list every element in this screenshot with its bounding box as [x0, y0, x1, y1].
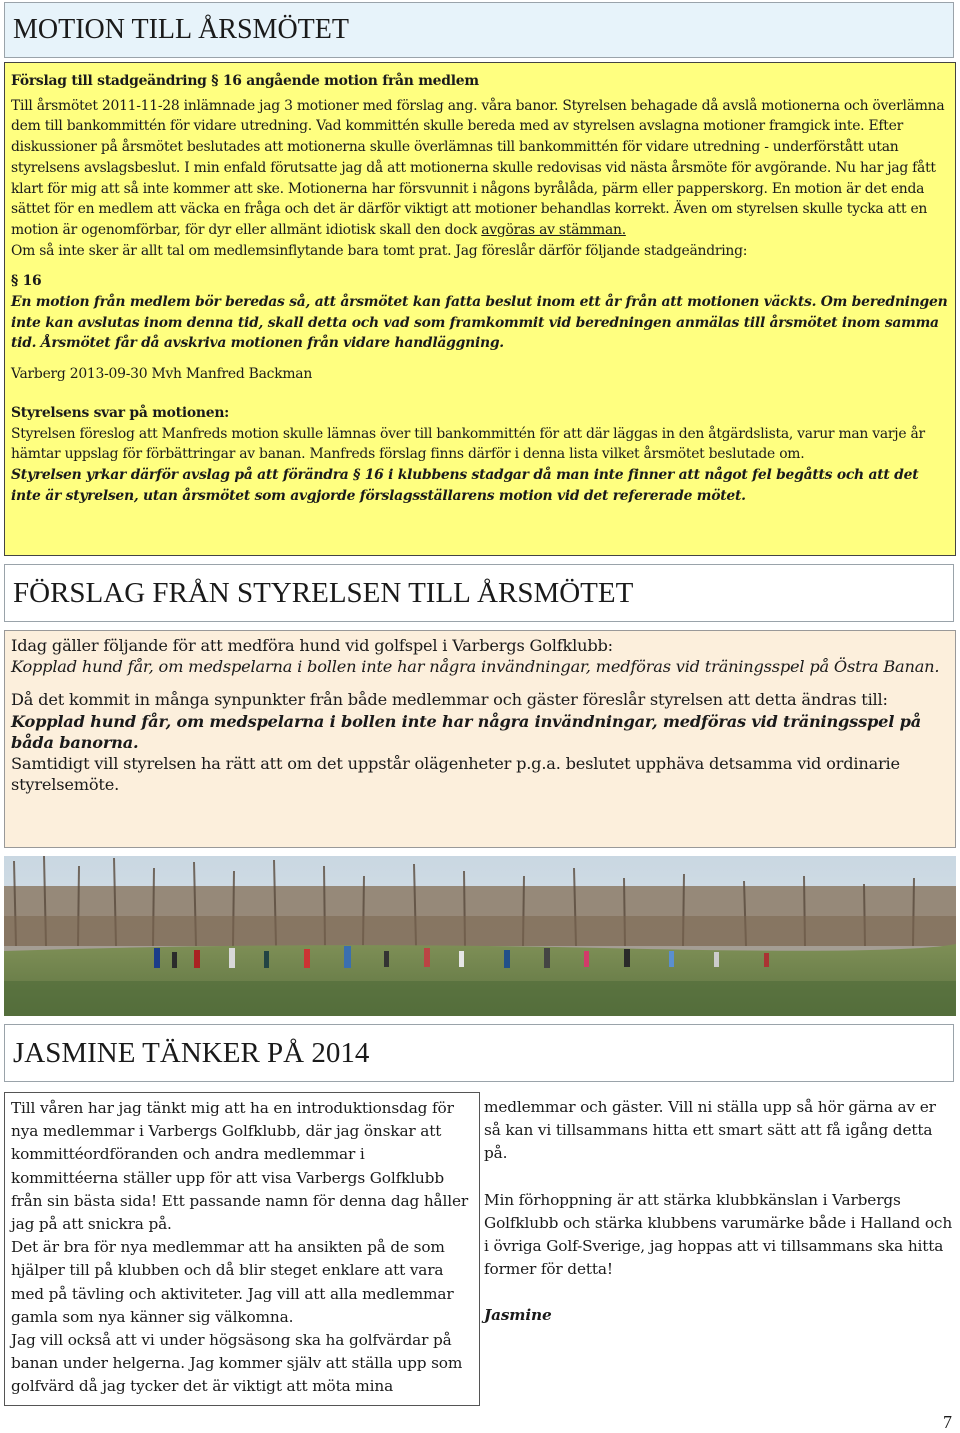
proposal-text: En motion från medlem bör beredas så, att årsmötet kan fatta beslut inom ett år från att motionen väckts. Om beredningen inte kan avslutas inom denna tid, skall detta och vad som framkommit vid beredningen anmälas till årsmötet inom samma tid. Årsmötet får då avskriva motionen från vidare handläggning.: [11, 294, 948, 352]
proposal-intro: Då det kommit in många synpunkter från både medlemmar och gäster föreslår styrelsen att detta ändras till:: [11, 690, 888, 710]
jasmine-right-column: [484, 1092, 958, 1328]
proposed-rule: Kopplad hund får, om medspelarna i bollen inte har några invändningar, medföras vid träningsspel på båda banorna.: [11, 711, 921, 752]
section-heading-motion: [4, 2, 954, 58]
underlined-phrase: avgöras av stämman.: [481, 221, 626, 238]
section-heading-forslag: [4, 564, 954, 622]
left-paragraph-3: Jag vill också att vi under högsäsong ska ha golfvärdar på banan under helgerna. Jag kommer själv att ställa upp som golfvärd då jag tycker det är viktigt att möta mina: [11, 1331, 463, 1396]
motion-body: Till årsmötet 2011-11-28 inlämnade jag 3 motioner med förslag ang. våra banor. Styrelsen behagade då avslå motionerna och överlämna dem till bankommittén för vidare utredning. Vad kommittén skulle bereda med av styrelsen avslagna motioner framgick inte. Efter diskussioner på årsmötet beslutades att motionerna skulle överlämnas till bankommittén för vidare utredning - underförstått utan styrelsens avslagsbeslut. I min enfald förutsatte jag då att motionerna skulle redovisas vid nästa årsmöte för avgörande. Nu har jag fått klart för mig att så inte kommer att ske. Motionerna har försvunnit i någons byrålåda, pärm eller papperskorg. En motion är det enda sättet för en medlem att väcka en fråga och det är därför viktigt att motioner behandlas korrekt. Även om styrelsen skulle tycka att en motion är ogenomförbar, för dyr eller allmänt idiotisk skall den dock avgöras av stämman. Om så inte sker är allt tal om medlemsinflytande bara tomt prat. Jag föreslår därför följande stadgeändring:: [11, 97, 945, 259]
current-rule: Kopplad hund får, om medspelarna i bollen inte har några invändningar, medföras vid träningsspel på Östra Banan.: [11, 657, 940, 677]
jasmine-left-column: [4, 1092, 480, 1406]
author-signature: Jasmine: [484, 1306, 552, 1325]
current-rule-intro: Idag gäller följande för att medföra hund vid golfspel i Varbergs Golfklubb:: [11, 636, 613, 655]
motion-box: [4, 62, 956, 556]
section-heading-jasmine: [4, 1024, 954, 1082]
motion-title: Förslag till stadgeändring § 16 angående motion från medlem: [11, 73, 479, 89]
golf-field-photo: [4, 856, 956, 1016]
reply-title: Styrelsens svar på motionen:: [11, 404, 230, 421]
heading-text: FÖRSLAG FRÅN STYRELSEN TILL ÅRSMÖTET: [13, 576, 634, 609]
right-paragraph-2: Min förhoppning är att stärka klubbkänslan i Varbergs Golfklubb och stärka klubbens varumärke både i Halland och i övriga Golf-Sverige, jag hoppas att vi tillsammans ska hitta former för detta!: [484, 1190, 953, 1279]
paragraph-number: § 16: [11, 273, 42, 290]
heading-text: JASMINE TÄNKER PÅ 2014: [13, 1036, 370, 1069]
proposal-note: Samtidigt vill styrelsen ha rätt att om det uppstår olägenheter p.g.a. beslutet upphäva detsamma vid ordinarie styrelsemöte.: [11, 754, 900, 795]
left-paragraph-2: Det är bra för nya medlemmar att ha ansikten på de som hjälper till på klubben och då blir steget enklare att vara med på tävling och aktiviteter. Jag vill att alla medlemmar gamla som nya känner sig välkomna.: [11, 1238, 454, 1326]
heading-text: MOTION TILL ÅRSMÖTET: [13, 14, 349, 45]
signature: Varberg 2013-09-30 Mvh Manfred Backman: [11, 366, 313, 383]
right-paragraph-1: medlemmar och gäster. Vill ni ställa upp så hör gärna av er så kan vi tillsammans hitta ett smart sätt att få igång detta på.: [484, 1098, 936, 1163]
reply-demand: Styrelsen yrkar därför avslag på att förändra § 16 i klubbens stadgar då man inte finner att något fel begåtts och att det inte är styrelsen, utan årsmötet som avgjorde förslagsställarens motion vid det refererade mötet.: [11, 466, 919, 504]
page-number: 7: [943, 1412, 952, 1432]
dog-proposal-box: [4, 630, 956, 848]
left-paragraph-1: Till våren har jag tänkt mig att ha en introduktionsdag för nya medlemmar i Varbergs Golfklubb, där jag önskar att kommittéordföranden och andra medlemmar i kommittéerna ställer upp för att visa Varbergs Golfklubb från sin bästa sida! Ett passande namn för denna dag håller jag på att snickra på.: [11, 1099, 469, 1234]
reply-text: Styrelsen föreslog att Manfreds motion skulle lämnas över till bankommittén för att där läggas in den åtgärdslista, varur man varje år hämtar uppslag för förbättringar av banan. Manfreds förslag finns därför i denna lista vilket årsmötet beslutade om.: [11, 425, 925, 463]
